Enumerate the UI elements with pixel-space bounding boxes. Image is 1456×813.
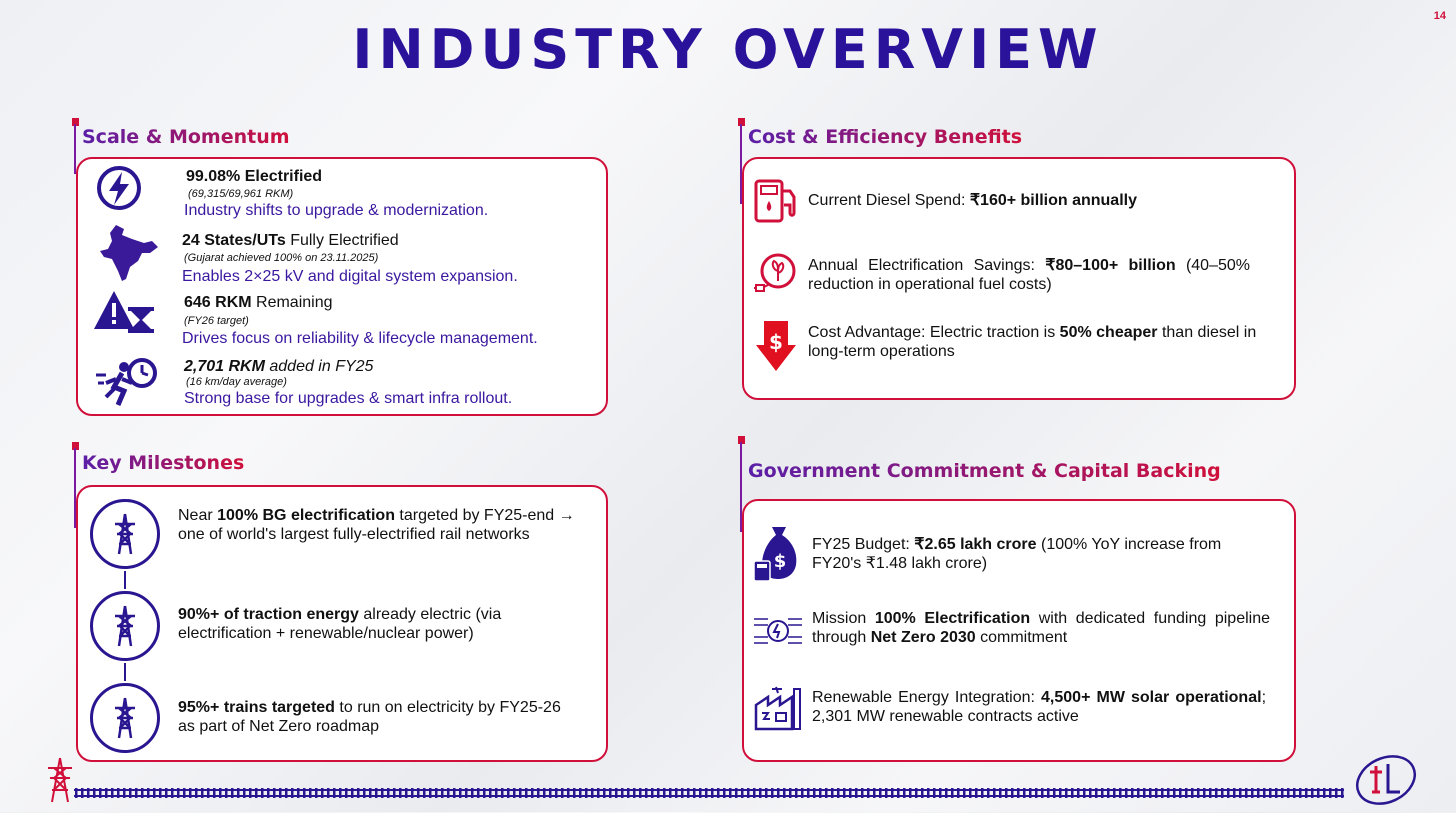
pylon-icon [93, 686, 157, 750]
cost-item-text: Current Diesel Spend: [808, 192, 970, 209]
cost-item-text: Cost Advantage: Electric traction is [808, 324, 1060, 341]
solar-factory-icon [752, 685, 804, 736]
eco-plug-icon [752, 249, 800, 302]
scale-item-sub: (69,315/69,961 RKM) [188, 188, 294, 200]
scale-item-sub: (16 km/day average) [186, 376, 287, 388]
cost-item-bold: ₹80–100+ billion [1045, 257, 1176, 274]
fuel-pump-icon [752, 177, 800, 230]
gov-item-mid: with dedicated funding pipeline through [812, 610, 1271, 646]
india-map-icon [94, 223, 164, 288]
milestones-section-title: Key Milestones [82, 452, 245, 474]
scale-item-sub: (Gujarat achieved 100% on 23.11.2025) [184, 252, 379, 264]
warning-hourglass-icon [92, 289, 160, 342]
svg-text:$: $ [773, 551, 787, 572]
section-line [74, 124, 76, 174]
scale-panel [76, 157, 608, 416]
scale-item-head: 24 States/UTs [182, 232, 286, 249]
gov-item-text: Mission [812, 610, 875, 627]
milestone-circle [90, 499, 160, 569]
scale-item-sub: (FY26 target) [184, 315, 249, 327]
cost-item-bold: ₹160+ billion annually [969, 192, 1137, 209]
cost-item-bold: 50% cheaper [1059, 324, 1158, 341]
gov-item-bold: 4,500+ MW solar operational [1041, 689, 1262, 706]
dollar-down-arrow-icon [754, 319, 798, 378]
scale-item-desc: Industry shifts to upgrade & modernization. [184, 202, 489, 219]
gov-item-bold: ₹2.65 lakh crore [914, 536, 1037, 553]
gov-item-text: FY25 Budget: [812, 536, 915, 553]
scale-item-head: 646 RKM [184, 294, 252, 311]
milestone-post: already electric (via electrification + renewable/nuclear power) [178, 606, 502, 642]
running-clock-icon [94, 353, 164, 414]
cost-section-title: Cost & Efficiency Benefits [748, 126, 1023, 148]
money-bag-calculator-icon [752, 523, 802, 588]
gov-item-mid: ; 2,301 MW renewable contracts active [812, 689, 1267, 725]
milestone-circle [90, 591, 160, 661]
milestone-bold: 90%+ of traction energy [178, 606, 359, 623]
scale-item-head-rest: Remaining [251, 294, 333, 311]
lightning-icon [96, 165, 142, 216]
milestone-post: targeted by FY25-end → one of world's largest fully-electrified rail networks [178, 507, 575, 543]
scale-section-title: Scale & Momentum [82, 126, 290, 148]
scale-item-head: 99.08% Electrified [186, 168, 323, 185]
svg-text:$: $ [769, 330, 783, 354]
gov-item-bold2: Net Zero 2030 [870, 629, 976, 646]
scale-item-head-rest: Fully Electrified [285, 232, 399, 249]
cost-item-post: (40–50% reduction in operational fuel costs) [808, 257, 1251, 293]
cost-item-text: Annual Electrification Savings: [808, 257, 1046, 274]
milestone-connector [124, 571, 126, 589]
scale-item-desc: Enables 2×25 kV and digital system expansion. [182, 268, 518, 285]
pylon-icon [93, 594, 157, 658]
milestones-panel [76, 485, 608, 762]
scale-item-head-rest: added in FY25 [264, 358, 374, 375]
circuit-chip-icon [752, 611, 804, 656]
milestone-connector [124, 663, 126, 681]
page-title: INDUSTRY OVERVIEW [352, 18, 1104, 81]
pylon-icon [93, 502, 157, 566]
gov-item-text: Renewable Energy Integration: [812, 689, 1042, 706]
railway-track [74, 786, 1344, 800]
gov-panel [742, 499, 1296, 762]
milestone-bold: 95%+ trains targeted [178, 699, 335, 716]
gov-item-bold: 100% Electrification [874, 610, 1031, 627]
milestone-bold: 100% BG electrification [217, 507, 395, 524]
gov-section-title: Government Commitment & Capital Backing [748, 460, 1221, 482]
gov-item-mid: (100% YoY increase from FY20's ₹1.48 lakh crore) [812, 536, 1222, 572]
cost-item-post: than diesel in long-term operations [808, 324, 1257, 360]
gov-item-post: commitment [975, 629, 1068, 646]
milestone-post: to run on electricity by FY25-26 as part of Net Zero roadmap [178, 699, 561, 735]
milestone-text: Near [178, 507, 218, 524]
cost-panel [742, 157, 1296, 400]
scale-item-head: 2,701 RKM [184, 358, 265, 375]
transmission-tower-icon [42, 756, 78, 809]
scale-item-desc: Drives focus on reliability & lifecycle management. [182, 330, 538, 347]
company-logo [1352, 752, 1422, 813]
page-number: 14 [1433, 10, 1446, 22]
scale-item-desc: Strong base for upgrades & smart infra rollout. [184, 390, 513, 407]
milestone-circle [90, 683, 160, 753]
